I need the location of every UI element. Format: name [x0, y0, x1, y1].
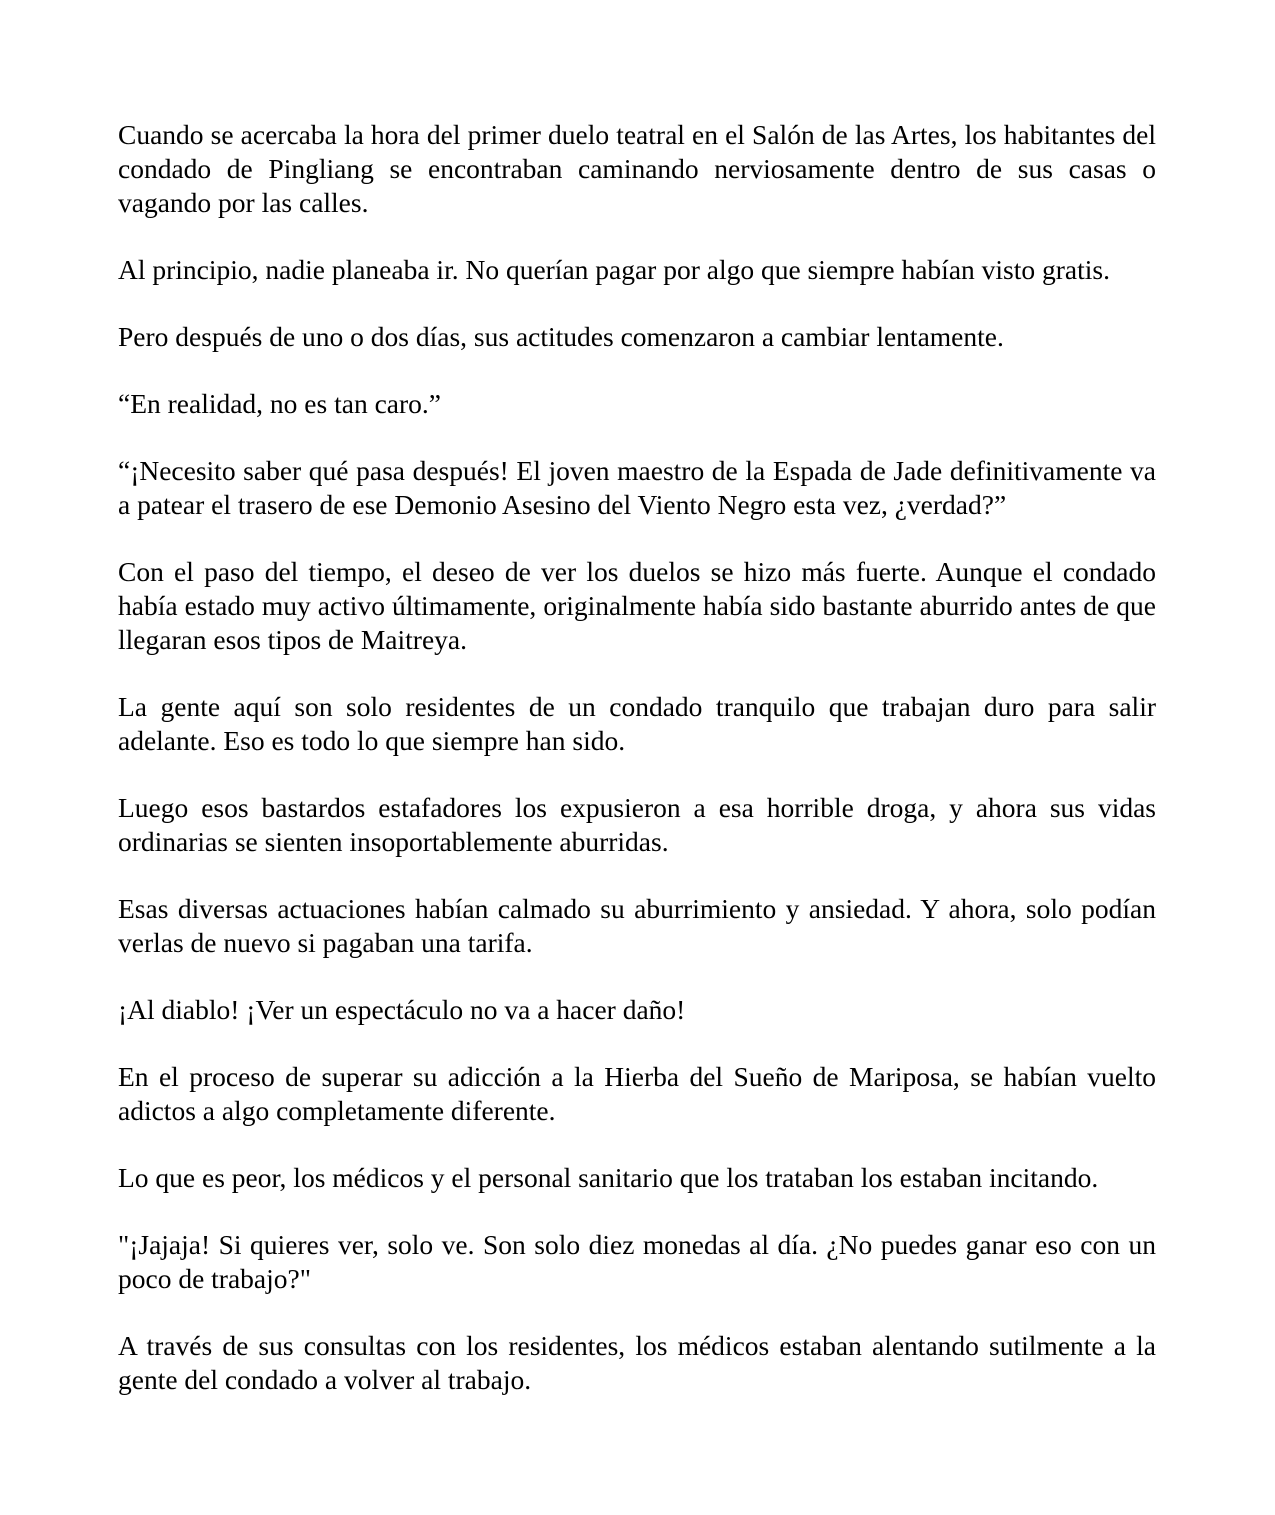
- paragraph-7: La gente aquí son solo residentes de un condado tranquilo que trabajan duro para salir adelante. Eso es todo lo que siempre han sido.: [118, 691, 1156, 756]
- paragraph-9: Esas diversas actuaciones habían calmado su aburrimiento y ansiedad. Y ahora, solo podían verlas de nuevo si pagaban una tarifa.: [118, 893, 1156, 958]
- paragraph-1: Cuando se acercaba la hora del primer duelo teatral en el Salón de las Artes, los habitantes del condado de Pingliang se encontraban caminando nerviosamente dentro de sus casas o vagando por las calles.: [118, 119, 1156, 218]
- paragraph-13: "¡Jajaja! Si quieres ver, solo ve. Son solo diez monedas al día. ¿No puedes ganar eso con un poco de trabajo?": [118, 1229, 1156, 1294]
- paragraph-4: “En realidad, no es tan caro.”: [118, 388, 441, 419]
- paragraph-14: A través de sus consultas con los residentes, los médicos estaban alentando sutilmente a la gente del condado a volver al trabajo.: [118, 1330, 1156, 1395]
- paragraph-6: Con el paso del tiempo, el deseo de ver los duelos se hizo más fuerte. Aunque el condado había estado muy activo últimamente, originalmente había sido bastante aburrido antes de que llegaran esos tipos de Maitreya.: [118, 556, 1156, 655]
- paragraph-11: En el proceso de superar su adicción a la Hierba del Sueño de Mariposa, se habían vuelto adictos a algo completamente diferente.: [118, 1061, 1156, 1126]
- paragraph-10: ¡Al diablo! ¡Ver un espectáculo no va a hacer daño!: [118, 994, 686, 1025]
- paragraph-12: Lo que es peor, los médicos y el personal sanitario que los trataban los estaban incitando.: [118, 1162, 1099, 1193]
- paragraph-5: “¡Necesito saber qué pasa después! El joven maestro de la Espada de Jade definitivamente va a patear el trasero de ese Demonio Asesino del Viento Negro esta vez, ¿verdad?”: [118, 455, 1156, 520]
- document-page: [118, 118, 1156, 1397]
- paragraph-3: Pero después de uno o dos días, sus actitudes comenzaron a cambiar lentamente.: [118, 321, 1004, 352]
- paragraph-2: Al principio, nadie planeaba ir. No querían pagar por algo que siempre habían visto gratis.: [118, 254, 1110, 285]
- paragraph-8: Luego esos bastardos estafadores los expusieron a esa horrible droga, y ahora sus vidas ordinarias se sienten insoportablemente aburridas.: [118, 792, 1156, 857]
